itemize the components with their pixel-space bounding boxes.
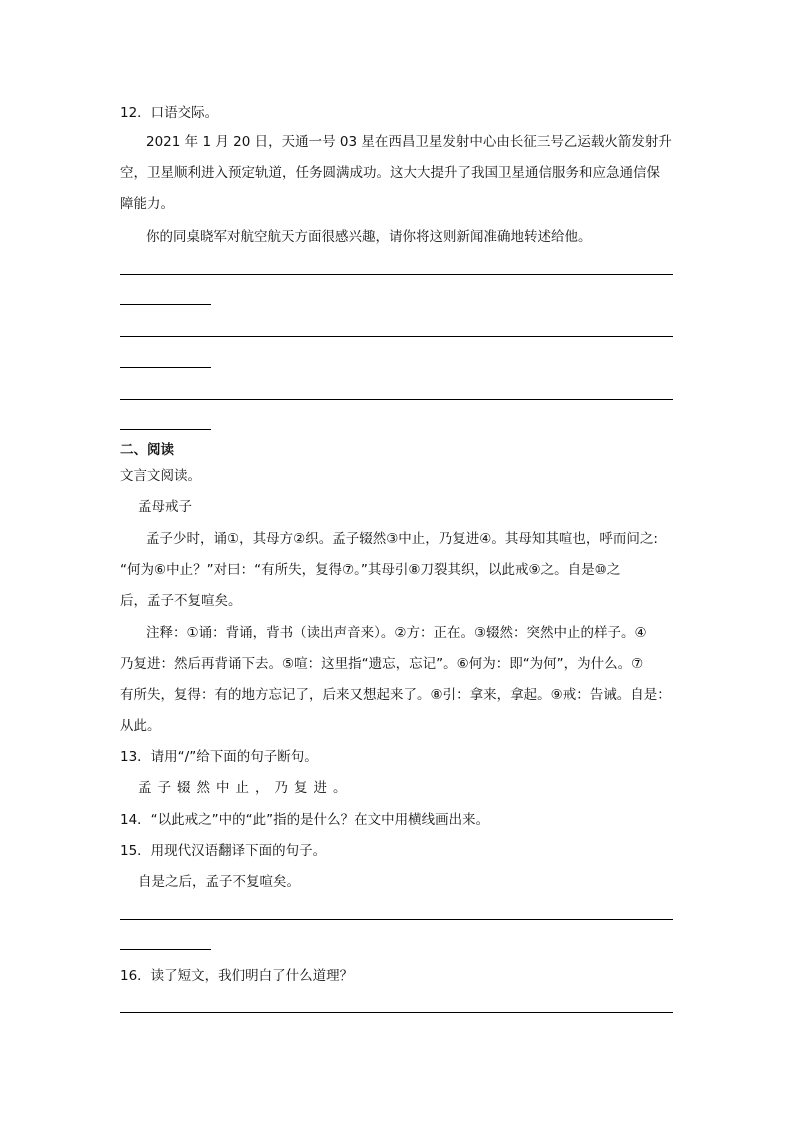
passage-title: 孟母戒子 [138, 499, 192, 515]
answer-line [120, 336, 673, 337]
answer-line [120, 919, 673, 920]
answer-line [120, 274, 673, 275]
answer-line-short [120, 429, 211, 430]
answer-line-short [120, 949, 211, 950]
passage-line: 孟子少时，诵①，其母方②织。孟子辍然③中止，乃复进④。其母知其喧也，呼而问之: [146, 531, 658, 547]
answer-line-short [120, 304, 211, 305]
answer-line [120, 399, 673, 400]
q12-paragraph-line: 空，卫星顺利进入预定轨道，任务圆满成功。这大大提升了我国卫星通信服务和应急通信保 [120, 165, 660, 181]
q12-paragraph-line: 2021 年 1 月 20 日，天通一号 03 星在西昌卫星发射中心由长征三号乙运载火箭发射升 [146, 134, 672, 150]
q13-title: 13．请用“/”给下面的句子断句。 [120, 749, 318, 765]
notes-line: 从此。 [120, 718, 161, 734]
q12-instruction: 你的同桌晓军对航空航天方面很感兴趣，请你将这则新闻准确地转述给他。 [146, 229, 592, 245]
passage-line: “何为⑥中止？”对曰：“有所失，复得⑦。”其母引⑧刀裂其织，以此戒⑨之。自是⑩之 [120, 562, 621, 578]
answer-line [120, 1012, 673, 1013]
section-subheading: 文言文阅读。 [120, 468, 201, 484]
section-heading: 二、阅读 [120, 442, 174, 458]
q15-title: 15．用现代汉语翻译下面的句子。 [120, 843, 327, 859]
q13-sentence: 孟子辍然中止，乃复进。 [138, 780, 353, 796]
q16-title: 16．读了短文，我们明白了什么道理？ [120, 968, 354, 984]
passage-line: 后，孟子不复喧矣。 [120, 593, 242, 609]
notes-line: 注释：①诵：背诵，背书（读出声音来）。②方：正在。③辍然：突然中止的样子。④ [146, 625, 647, 641]
answer-line-short [120, 367, 211, 368]
q14-title: 14．“以此戒之”中的“此”指的是什么？在文中用横线画出来。 [120, 812, 490, 828]
q15-sentence: 自是之后，孟子不复喧矣。 [138, 874, 300, 890]
q12-paragraph-line: 障能力。 [120, 196, 174, 212]
notes-line: 乃复进：然后再背诵下去。⑤喧：这里指“遗忘，忘记”。⑥何为：即“为何”，为什么。⑦ [120, 656, 644, 672]
q12-title: 12．口语交际。 [120, 105, 219, 121]
notes-line: 有所失，复得：有的地方忘记了，后来又想起来了。⑧引：拿来，拿起。⑨戒：告诫。自是： [120, 687, 671, 703]
